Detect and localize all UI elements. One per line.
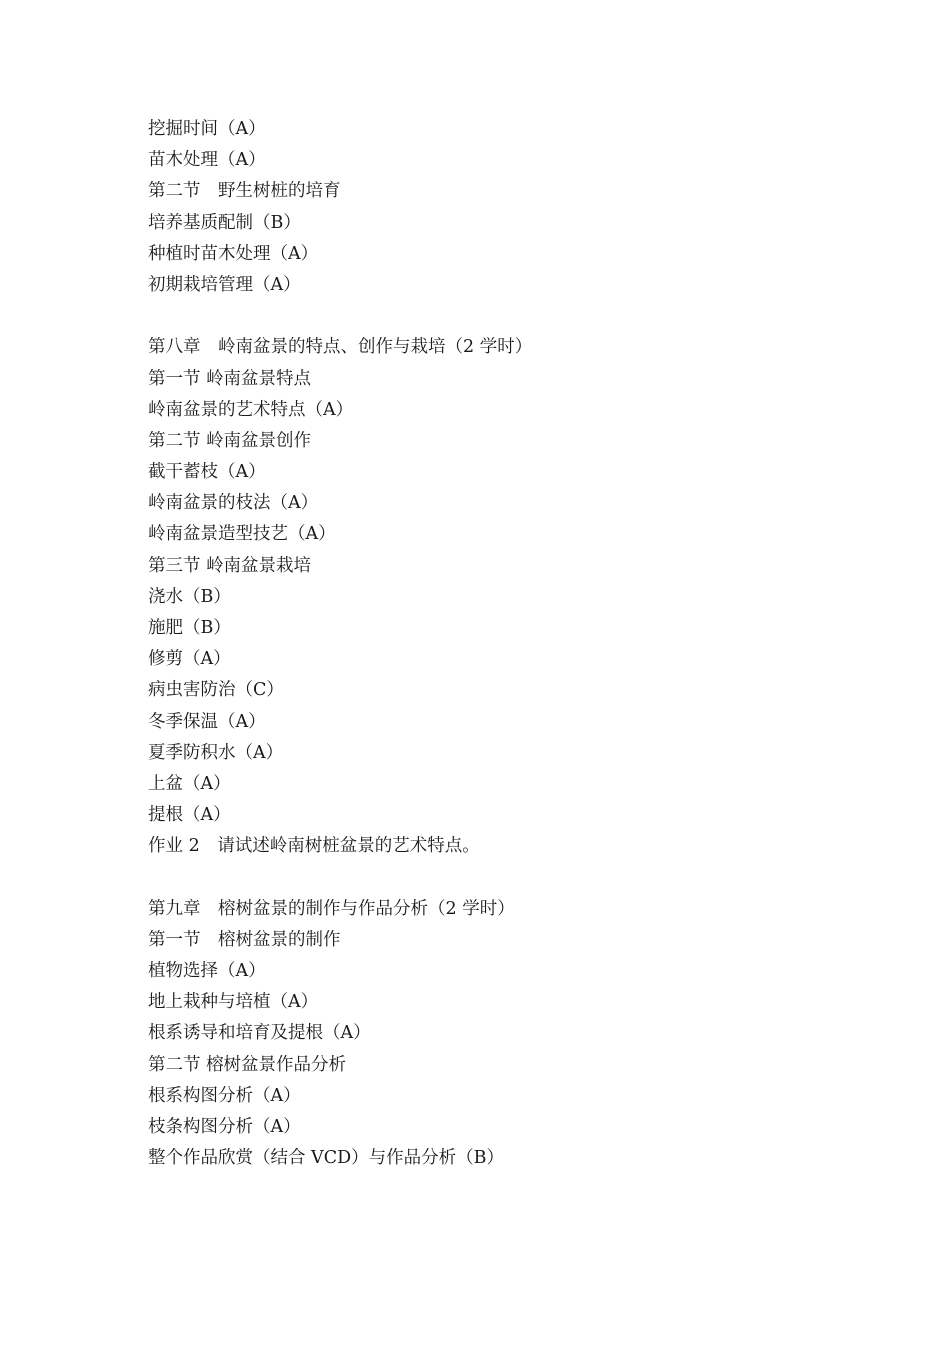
text-line: 枝条构图分析（A）: [148, 1117, 301, 1137]
text-line: 夏季防积水（A）: [148, 742, 284, 763]
text-line: 初期栽培管理（A）: [148, 274, 301, 295]
blank-line: [148, 301, 908, 332]
assignment-line: 作业 2 请试述岭南树桩盆景的艺术特点。: [148, 836, 480, 857]
text-line: 提根（A）: [148, 805, 231, 826]
text-line: 地上栽种与培植（A）: [148, 992, 319, 1013]
text-line: 施肥（B）: [148, 618, 231, 638]
section-heading: 第二节 榕树盆景作品分析: [148, 1054, 347, 1075]
chapter-heading: 第八章 岭南盆景的特点、创作与栽培（2 学时）: [148, 337, 533, 358]
section-heading: 第一节 岭南盆景特点: [148, 368, 312, 389]
text-line: 根系诱导和培育及提根（A）: [148, 1023, 371, 1044]
text-line: 岭南盆景造型技艺（A）: [148, 524, 336, 545]
text-line: 截干蓄枝（A）: [148, 462, 266, 483]
text-line: 上盆（A）: [148, 773, 231, 794]
chapter-heading: 第九章 榕树盆景的制作与作品分析（2 学时）: [148, 898, 515, 919]
section-heading: 第二节 岭南盆景创作: [148, 430, 312, 451]
text-line: 挖掘时间（A）: [148, 119, 266, 139]
section-heading: 第二节 野生树桩的培育: [148, 181, 341, 202]
text-line: 整个作品欣赏（结合 VCD）与作品分析（B）: [148, 1148, 504, 1169]
blank-line: [148, 863, 908, 894]
document-body: [148, 114, 908, 1174]
section-heading: 第三节 岭南盆景栽培: [148, 555, 312, 576]
text-line: 岭南盆景的枝法（A）: [148, 493, 319, 514]
text-line: 岭南盆景的艺术特点（A）: [148, 399, 354, 420]
text-line: 浇水（B）: [148, 586, 231, 607]
text-line: 根系构图分析（A）: [148, 1085, 301, 1106]
text-line: 病虫害防治（C）: [148, 680, 284, 701]
text-line: 冬季保温（A）: [148, 711, 266, 732]
text-line: 种植时苗木处理（A）: [148, 243, 319, 264]
section-heading: 第一节 榕树盆景的制作: [148, 929, 341, 950]
text-line: 植物选择（A）: [148, 961, 266, 982]
text-line: 修剪（A）: [148, 649, 231, 670]
text-line: 培养基质配制（B）: [148, 212, 301, 233]
text-line: 苗木处理（A）: [148, 150, 266, 171]
